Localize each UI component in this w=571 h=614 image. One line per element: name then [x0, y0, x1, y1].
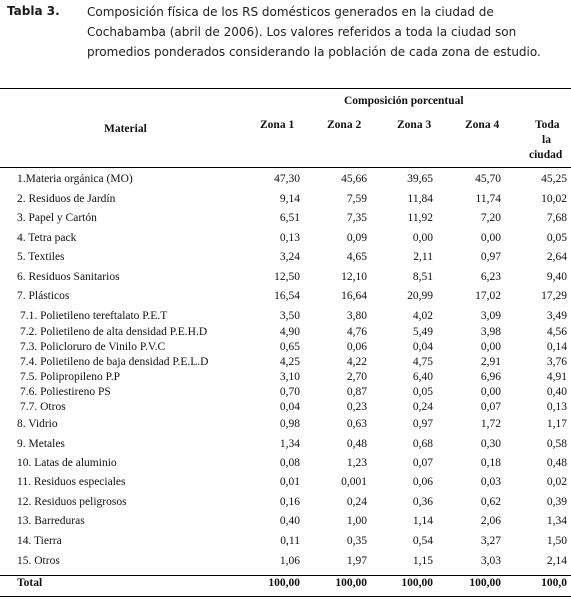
- row-toda: 9,40: [546, 271, 567, 283]
- row-zona-2: 0,48: [346, 438, 367, 450]
- total-zona-1: 100,00: [268, 577, 300, 589]
- row-zona-4: 0,07: [480, 401, 501, 413]
- row-zona-4: 6,23: [480, 271, 501, 283]
- row-zona-3: 1,15: [412, 555, 433, 567]
- table-row: [0, 418, 571, 434]
- header-zona-3: Zona 3: [397, 119, 432, 131]
- row-material: 7.4. Polietileno de baja densidad P.E.L.D: [20, 356, 209, 368]
- row-material: 7. Plásticos: [17, 290, 70, 302]
- caption-text: Composición física de los RS domésticos generados en la ciudad de Cochabamba (abril de 2006). Los valores referidos a toda la ciudad son promedios ponderados considerando la población de cada zona de estudio.: [87, 5, 541, 59]
- row-zona-4: 0,00: [480, 386, 501, 398]
- row-zona-2: 0,23: [346, 401, 367, 413]
- row-zona-2: 0,09: [346, 232, 367, 244]
- row-zona-3: 4,75: [412, 356, 433, 368]
- row-zona-2: 1,23: [346, 457, 367, 469]
- row-zona-4: 6,96: [480, 371, 501, 383]
- row-zona-1: 3,50: [279, 310, 300, 322]
- table-row: [0, 371, 571, 387]
- row-zona-1: 47,30: [274, 173, 300, 185]
- row-zona-1: 1,34: [279, 438, 300, 450]
- row-toda: 4,56: [546, 326, 567, 338]
- row-material: 11. Residuos especiales: [17, 476, 126, 488]
- row-zona-1: 0,04: [279, 401, 300, 413]
- row-zona-1: 9,14: [279, 193, 300, 205]
- row-zona-2: 12,10: [341, 271, 367, 283]
- row-zona-1: 4,90: [279, 326, 300, 338]
- row-toda: 1,34: [546, 515, 567, 527]
- row-material: 7.7. Otros: [20, 401, 66, 413]
- header-toda-line2: la: [542, 134, 551, 146]
- row-zona-3: 2,11: [413, 251, 433, 263]
- header-composicion-porcentual: Composición porcentual: [344, 95, 464, 107]
- total-zona-2: 100,00: [335, 577, 367, 589]
- row-zona-2: 0,87: [346, 386, 367, 398]
- row-zona-4: 2,91: [480, 356, 501, 368]
- row-material: 7.1. Polietileno tereftalato P.E.T: [20, 310, 168, 322]
- row-zona-2: 4,76: [346, 326, 367, 338]
- caption-label: Tabla 3.: [7, 4, 60, 18]
- row-toda: 10,02: [541, 193, 567, 205]
- row-material: 8. Vidrio: [17, 418, 58, 430]
- row-zona-1: 0,08: [279, 457, 300, 469]
- table-row: [0, 457, 571, 473]
- row-material: 7.6. Poliestireno PS: [20, 386, 111, 398]
- row-zona-1: 0,65: [279, 341, 300, 353]
- row-zona-1: 0,70: [279, 386, 300, 398]
- table-top-rule: [0, 88, 571, 89]
- row-zona-1: 1,06: [279, 555, 300, 567]
- row-toda: 4,91: [546, 371, 567, 383]
- row-zona-3: 0,04: [412, 341, 433, 353]
- total-zona-4: 100,00: [469, 577, 501, 589]
- row-material: 14. Tierra: [17, 535, 62, 547]
- row-zona-1: 3,10: [279, 371, 300, 383]
- row-zona-3: 6,40: [412, 371, 433, 383]
- row-zona-2: 1,00: [346, 515, 367, 527]
- row-material: 3. Papel y Cartón: [17, 212, 97, 224]
- row-zona-3: 0,97: [412, 418, 433, 430]
- row-toda: 2,64: [546, 251, 567, 263]
- row-zona-1: 6,51: [279, 212, 300, 224]
- row-zona-1: 0,01: [279, 476, 300, 488]
- row-toda: 2,14: [546, 555, 567, 567]
- total-label: Total: [17, 577, 43, 589]
- table-row: [0, 496, 571, 512]
- row-toda: 0,05: [546, 232, 567, 244]
- table-row: [0, 290, 571, 306]
- table-bottom-rule: [0, 596, 571, 597]
- row-material: 6. Residuos Sanitarios: [17, 271, 120, 283]
- row-zona-3: 5,49: [412, 326, 433, 338]
- row-zona-1: 16,54: [274, 290, 300, 302]
- header-zona-2: Zona 2: [327, 119, 362, 131]
- row-zona-1: 0,13: [279, 232, 300, 244]
- row-material: 1.Materia orgánica (MO): [17, 173, 133, 185]
- row-zona-1: 0,11: [280, 535, 300, 547]
- header-bottom-rule: [0, 167, 571, 168]
- row-zona-4: 3,03: [480, 555, 501, 567]
- row-zona-4: 17,02: [475, 290, 501, 302]
- row-zona-1: 0,40: [279, 515, 300, 527]
- row-toda: 7,68: [546, 212, 567, 224]
- row-zona-4: 3,98: [480, 326, 501, 338]
- row-material: 5. Textiles: [17, 251, 65, 263]
- total-toda: 100,0: [541, 577, 567, 589]
- row-material: 7.3. Policloruro de Vinilo P.V.C: [20, 341, 166, 353]
- row-zona-4: 0,18: [480, 457, 501, 469]
- row-zona-3: 8,51: [412, 271, 433, 283]
- row-zona-3: 4,02: [412, 310, 433, 322]
- row-zona-2: 0,06: [346, 341, 367, 353]
- table-row: [0, 535, 571, 551]
- row-zona-4: 0,97: [480, 251, 501, 263]
- row-material: 13. Barreduras: [17, 515, 85, 527]
- row-zona-2: 0,001: [341, 476, 367, 488]
- row-toda: 45,25: [541, 173, 567, 185]
- row-zona-4: 0,00: [480, 341, 501, 353]
- total-top-rule: [0, 575, 571, 576]
- row-zona-3: 0,07: [412, 457, 433, 469]
- table-row: [0, 386, 571, 402]
- row-zona-2: 16,64: [341, 290, 367, 302]
- row-material: 2. Residuos de Jardín: [17, 193, 116, 205]
- row-zona-2: 2,70: [346, 371, 367, 383]
- row-zona-2: 3,80: [346, 310, 367, 322]
- row-zona-3: 0,24: [412, 401, 433, 413]
- row-toda: 0,48: [546, 457, 567, 469]
- row-zona-2: 7,59: [346, 193, 367, 205]
- table-row: [0, 356, 571, 372]
- row-toda: 3,76: [546, 356, 567, 368]
- table-row: [0, 326, 571, 342]
- table-row: [0, 232, 571, 248]
- row-zona-3: 0,54: [412, 535, 433, 547]
- row-zona-4: 3,09: [480, 310, 501, 322]
- row-zona-3: 11,84: [407, 193, 433, 205]
- row-toda: 0,39: [546, 496, 567, 508]
- row-zona-2: 4,22: [346, 356, 367, 368]
- row-toda: 1,17: [546, 418, 567, 430]
- table-row: [0, 310, 571, 326]
- row-zona-3: 0,05: [412, 386, 433, 398]
- row-toda: 0,40: [546, 386, 567, 398]
- row-material: 9. Metales: [17, 438, 65, 450]
- table-row-total: [0, 577, 571, 593]
- row-zona-3: 20,99: [407, 290, 433, 302]
- row-toda: 17,29: [541, 290, 567, 302]
- row-zona-4: 11,74: [475, 193, 501, 205]
- row-zona-4: 0,03: [480, 476, 501, 488]
- row-zona-1: 12,50: [274, 271, 300, 283]
- row-zona-4: 0,30: [480, 438, 501, 450]
- row-zona-2: 0,24: [346, 496, 367, 508]
- table-row: [0, 476, 571, 492]
- row-zona-2: 0,35: [346, 535, 367, 547]
- row-zona-4: 1,72: [480, 418, 501, 430]
- table-row: [0, 401, 571, 417]
- row-zona-1: 0,98: [279, 418, 300, 430]
- header-zona-4: Zona 4: [465, 119, 500, 131]
- row-zona-2: 45,66: [341, 173, 367, 185]
- row-zona-3: 11,92: [407, 212, 433, 224]
- row-material: 4. Tetra pack: [17, 232, 77, 244]
- row-zona-2: 4,65: [346, 251, 367, 263]
- row-material: 7.5. Polipropileno P.P: [20, 371, 121, 383]
- row-toda: 0,58: [546, 438, 567, 450]
- row-zona-3: 39,65: [407, 173, 433, 185]
- row-zona-3: 1,14: [412, 515, 433, 527]
- row-material: 15. Otros: [17, 555, 60, 567]
- row-zona-4: 3,27: [480, 535, 501, 547]
- row-material: 10. Latas de aluminio: [17, 457, 117, 469]
- row-material: 12. Residuos peligrosos: [17, 496, 127, 508]
- table-row: [0, 438, 571, 454]
- table-row: [0, 193, 571, 209]
- row-zona-2: 1,97: [346, 555, 367, 567]
- table-row: [0, 212, 571, 228]
- row-zona-1: 0,16: [279, 496, 300, 508]
- row-zona-1: 4,25: [279, 356, 300, 368]
- row-zona-1: 3,24: [279, 251, 300, 263]
- header-toda-line1: Toda: [535, 119, 560, 131]
- table-row: [0, 555, 571, 571]
- row-zona-4: 2,06: [480, 515, 501, 527]
- row-toda: 0,14: [546, 341, 567, 353]
- row-zona-4: 7,20: [480, 212, 501, 224]
- row-toda: 0,13: [546, 401, 567, 413]
- table-row: [0, 271, 571, 287]
- row-zona-3: 0,68: [412, 438, 433, 450]
- row-toda: 1,50: [546, 535, 567, 547]
- row-zona-2: 7,35: [346, 212, 367, 224]
- table-row: [0, 515, 571, 531]
- row-zona-4: 0,00: [480, 232, 501, 244]
- row-zona-3: 0,00: [412, 232, 433, 244]
- row-zona-3: 0,36: [412, 496, 433, 508]
- header-material: Material: [104, 123, 147, 135]
- row-toda: 0,02: [546, 476, 567, 488]
- table-row: [0, 251, 571, 267]
- row-zona-2: 0,63: [346, 418, 367, 430]
- row-zona-4: 0,62: [480, 496, 501, 508]
- total-zona-3: 100,00: [401, 577, 433, 589]
- table-row: [0, 173, 571, 189]
- row-material: 7.2. Polietileno de alta densidad P.E.H.D: [20, 326, 208, 338]
- row-toda: 3,49: [546, 310, 567, 322]
- table-row: [0, 341, 571, 357]
- row-zona-4: 45,70: [475, 173, 501, 185]
- row-zona-3: 0,06: [412, 476, 433, 488]
- header-toda-line3: ciudad: [529, 149, 563, 161]
- header-zona-1: Zona 1: [260, 119, 295, 131]
